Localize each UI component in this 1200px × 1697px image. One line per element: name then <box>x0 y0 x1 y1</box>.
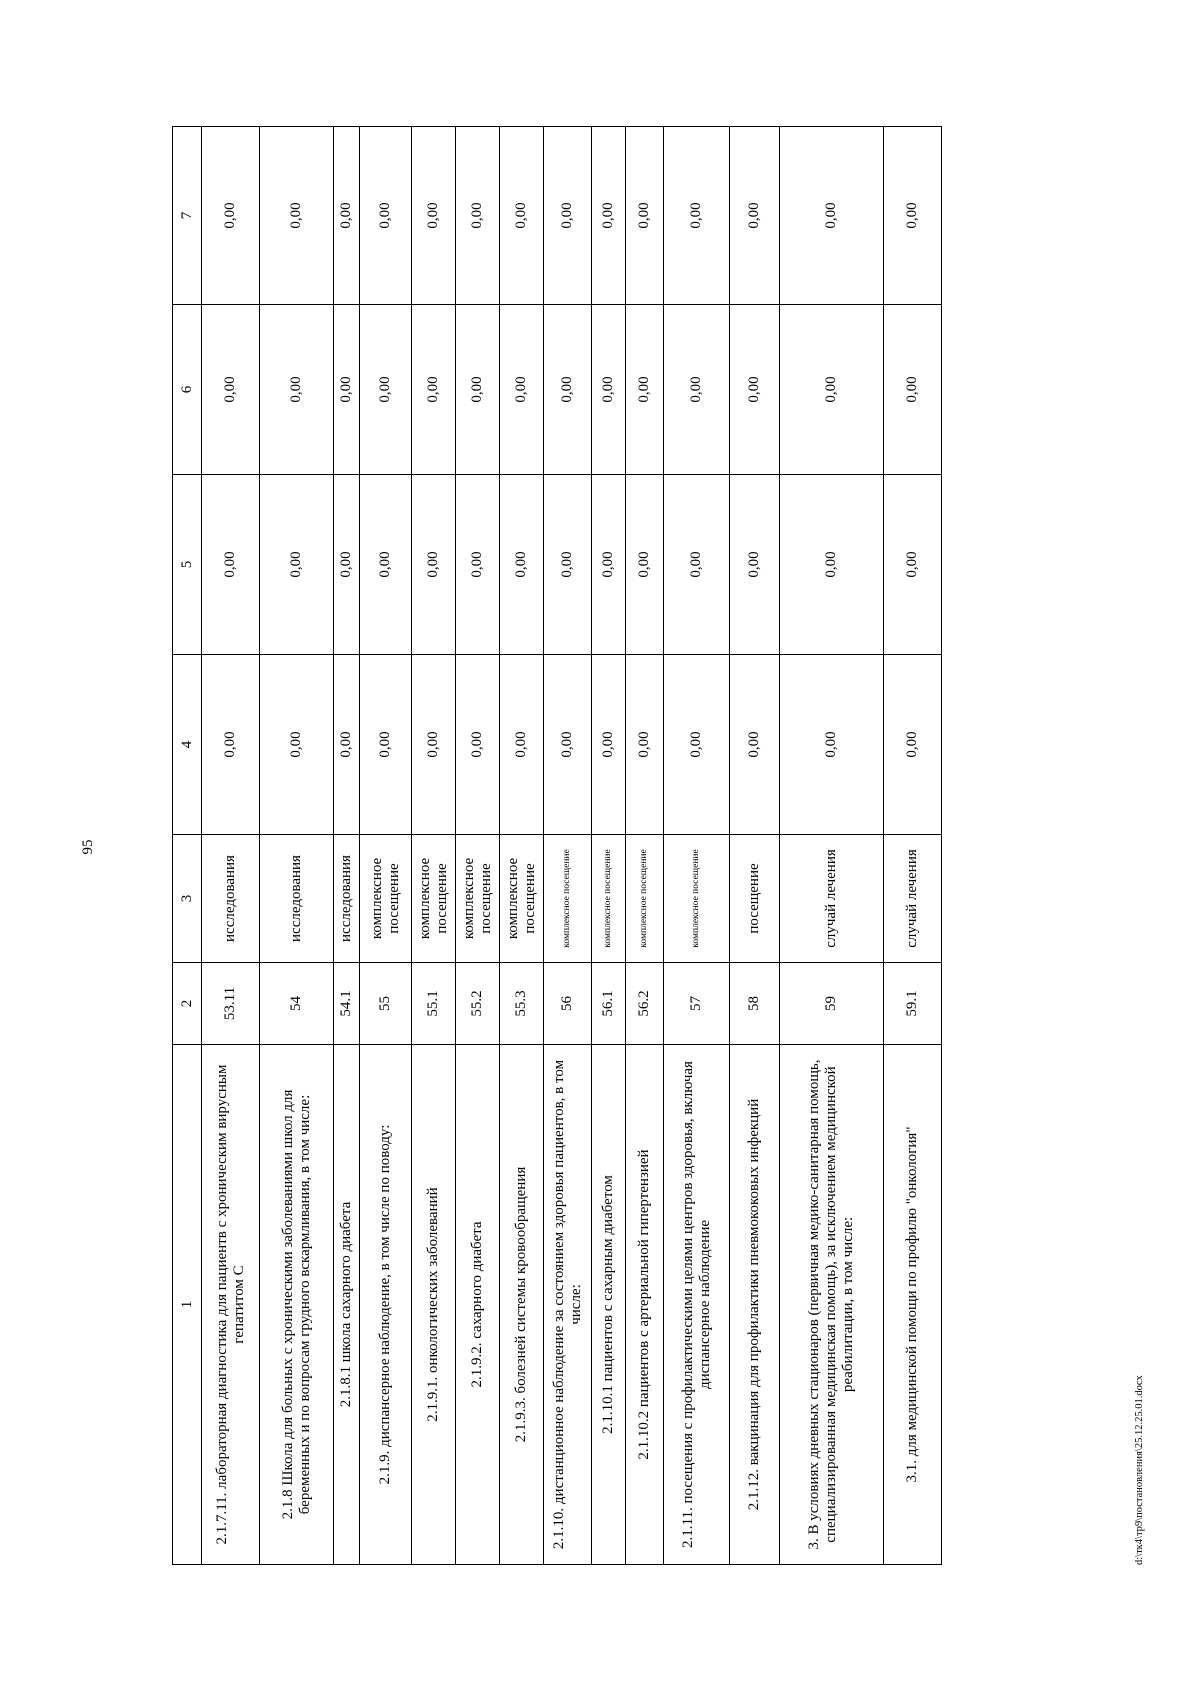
table-header-row <box>173 127 202 1565</box>
cell-value: 0,00 <box>360 127 412 305</box>
cell-value: 0,00 <box>592 305 626 475</box>
table-row <box>456 127 500 1565</box>
column-header: 5 <box>173 475 202 655</box>
table-row <box>544 127 592 1565</box>
cell-value: 0,00 <box>360 655 412 835</box>
cell-value: 0,00 <box>412 127 456 305</box>
cell-value: 0,00 <box>730 655 780 835</box>
cell-value: 0,00 <box>202 655 260 835</box>
cell-value: 0,00 <box>202 127 260 305</box>
row-code: 58 <box>730 963 780 1045</box>
row-name: 2.1.8.1 школа сахарного диабета <box>334 1045 360 1565</box>
column-header: 3 <box>173 835 202 963</box>
cell-value: 0,00 <box>730 127 780 305</box>
volume-table <box>172 126 942 1565</box>
cell-value: 0,00 <box>780 305 884 475</box>
cell-value: 0,00 <box>664 475 730 655</box>
cell-value: 0,00 <box>544 305 592 475</box>
cell-value: 0,00 <box>500 655 544 835</box>
column-header: 4 <box>173 655 202 835</box>
cell-value: 0,00 <box>500 475 544 655</box>
row-name: 2.1.9. диспансерное наблюдение, в том числе по поводу: <box>360 1045 412 1565</box>
cell-value: 0,00 <box>664 305 730 475</box>
row-name: 2.1.9.3. болезней системы кровообращения <box>500 1045 544 1565</box>
cell-value: 0,00 <box>500 305 544 475</box>
row-name: 2.1.10. дистанционное наблюдение за состоянием здоровья пациентов, в том числе: <box>544 1045 592 1565</box>
row-unit: комплексное посещение <box>562 849 572 948</box>
cell-value: 0,00 <box>780 127 884 305</box>
cell-value: 0,00 <box>592 655 626 835</box>
row-unit: комплексное посещение <box>500 835 544 963</box>
cell-value: 0,00 <box>456 475 500 655</box>
cell-value: 0,00 <box>884 305 942 475</box>
cell-value: 0,00 <box>456 655 500 835</box>
cell-value: 0,00 <box>360 305 412 475</box>
cell-value: 0,00 <box>780 655 884 835</box>
row-name: 2.1.9.2. сахарного диабета <box>456 1045 500 1565</box>
cell-value: 0,00 <box>260 655 334 835</box>
table-row <box>360 127 412 1565</box>
row-name: 2.1.9.1. онкологических заболеваний <box>412 1045 456 1565</box>
row-name: 3. В условиях дневных стационаров (первичная медико-санитарная помощь, специализированная медицинская помощь), за исключением медицинской реабилитации, в том числе: <box>780 1045 884 1565</box>
footer-file-path: d:\тк4\тр9\постановления\25.12.25.01.docx <box>1134 1375 1145 1565</box>
cell-value: 0,00 <box>884 127 942 305</box>
table-row <box>412 127 456 1565</box>
table-row <box>626 127 664 1565</box>
cell-value: 0,00 <box>626 127 664 305</box>
row-unit: комплексное посещение <box>456 835 500 963</box>
row-unit: случай лечения <box>780 835 884 963</box>
row-unit: случай лечения <box>884 835 942 963</box>
cell-value: 0,00 <box>202 305 260 475</box>
table-row <box>500 127 544 1565</box>
column-header: 2 <box>173 963 202 1045</box>
table-row <box>780 127 884 1565</box>
row-code: 55.2 <box>456 963 500 1045</box>
cell-value: 0,00 <box>544 655 592 835</box>
cell-value: 0,00 <box>260 475 334 655</box>
table-row <box>260 127 334 1565</box>
table-row <box>730 127 780 1565</box>
cell-value: 0,00 <box>544 127 592 305</box>
row-code: 59 <box>780 963 884 1045</box>
row-unit: комплексное посещение <box>691 849 701 948</box>
cell-value: 0,00 <box>334 127 360 305</box>
row-name: 2.1.12. вакцинация для профилактики пневмококовых инфекций <box>730 1045 780 1565</box>
cell-value: 0,00 <box>664 127 730 305</box>
cell-value: 0,00 <box>260 305 334 475</box>
row-name: 2.1.11. посещения с профилактическими целями центров здоровья, включая диспансерное наблюдение <box>664 1045 730 1565</box>
cell-value: 0,00 <box>884 655 942 835</box>
row-code: 57 <box>664 963 730 1045</box>
cell-value: 0,00 <box>412 305 456 475</box>
cell-value: 0,00 <box>626 305 664 475</box>
row-name: 2.1.7.11. лабораторная диагностика для пациентв с хроническим вирусным гепатитом С <box>202 1045 260 1565</box>
row-code: 55.3 <box>500 963 544 1045</box>
cell-value: 0,00 <box>626 475 664 655</box>
row-code: 56.1 <box>592 963 626 1045</box>
row-unit: исследования <box>260 835 334 963</box>
cell-value: 0,00 <box>334 655 360 835</box>
row-name: 2.1.8 Школа для больных с хроническими заболеваниями школ для беременных и по вопросам грудного вскармливания, в том числе: <box>260 1045 334 1565</box>
table-row <box>884 127 942 1565</box>
cell-value: 0,00 <box>412 475 456 655</box>
table-row <box>592 127 626 1565</box>
cell-value: 0,00 <box>334 305 360 475</box>
cell-value: 0,00 <box>500 127 544 305</box>
column-header: 7 <box>173 127 202 305</box>
table-row <box>334 127 360 1565</box>
column-header: 1 <box>173 1045 202 1565</box>
cell-value: 0,00 <box>664 655 730 835</box>
row-code: 54 <box>260 963 334 1045</box>
row-code: 55.1 <box>412 963 456 1045</box>
cell-value: 0,00 <box>592 475 626 655</box>
row-code: 59.1 <box>884 963 942 1045</box>
row-unit: посещение <box>730 835 780 963</box>
row-code: 55 <box>360 963 412 1045</box>
row-unit: исследования <box>334 835 360 963</box>
row-name: 2.1.10.2 пациентов с артериальной гипертензией <box>626 1045 664 1565</box>
cell-value: 0,00 <box>626 655 664 835</box>
row-name: 3.1. для медицинской помощи по профилю "онкология" <box>884 1045 942 1565</box>
table-row <box>202 127 260 1565</box>
cell-value: 0,00 <box>730 305 780 475</box>
cell-value: 0,00 <box>780 475 884 655</box>
cell-value: 0,00 <box>202 475 260 655</box>
row-code: 53.11 <box>202 963 260 1045</box>
page-number: 95 <box>80 839 96 855</box>
row-code: 54.1 <box>334 963 360 1045</box>
cell-value: 0,00 <box>260 127 334 305</box>
cell-value: 0,00 <box>412 655 456 835</box>
cell-value: 0,00 <box>884 475 942 655</box>
table-row <box>664 127 730 1565</box>
cell-value: 0,00 <box>730 475 780 655</box>
row-unit: комплексное посещение <box>603 849 613 948</box>
cell-value: 0,00 <box>544 475 592 655</box>
column-header: 6 <box>173 305 202 475</box>
cell-value: 0,00 <box>592 127 626 305</box>
row-code: 56 <box>544 963 592 1045</box>
row-code: 56.2 <box>626 963 664 1045</box>
row-unit: комплексное посещение <box>360 835 412 963</box>
row-unit: комплексное посещение <box>639 849 649 948</box>
cell-value: 0,00 <box>360 475 412 655</box>
cell-value: 0,00 <box>456 127 500 305</box>
row-name: 2.1.10.1 пациентов с сахарным диабетом <box>592 1045 626 1565</box>
cell-value: 0,00 <box>456 305 500 475</box>
cell-value: 0,00 <box>334 475 360 655</box>
row-unit: комплексное посещение <box>412 835 456 963</box>
row-unit: исследования <box>202 835 260 963</box>
